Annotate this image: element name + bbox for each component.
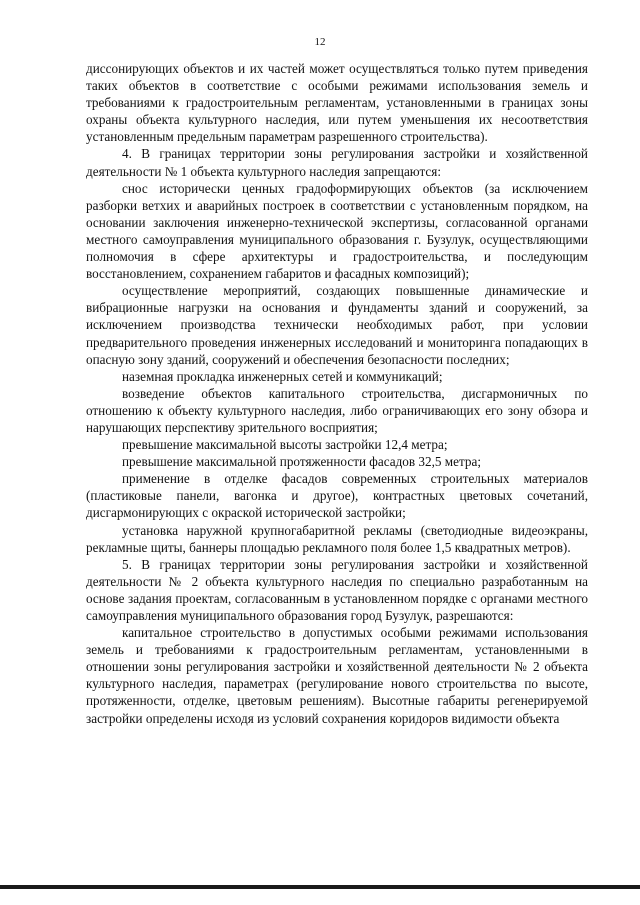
paragraph-1: диссонирующих объектов и их частей может осуществляться только путем приведения таких объектов в соответствие с особыми режимами использования земель и требованиями к градостроительным регламентам, установленными в границах зоны охраны объекта культурного наследия, или путем уменьшения их несоответствия установленным предельным параметрам разрешенного строительства). [86,61,588,145]
paragraph-11: 5. В границах территории зоны регулирования застройки и хозяйственной деятельности № 2 объекта культурного наследия по специально разработанным на основе задания проектам, согласованным в установленном порядке с органами местного самоуправления муниципального образования город Бузулук, разрешаются: [86,556,588,623]
paragraph-8: превышение максимальной протяженности фасадов 32,5 метра; [122,454,482,470]
paragraph-12: капитальное строительство в допустимых особыми режимами использования земель и требованиями к градостроительным регламентам, установленными в отношении зоны регулирования застройки и хозяйственной деятельности № 2 объекта культурного наследия, параметрах (регулирование нового строительства по высоте, протяженности, отделке, цветовым решениям). Высотные габариты регенерируемой застройки определены исходя из условий сохранения коридоров видимости объекта [86,625,588,726]
paragraph-6: возведение объектов капитального строительства, дисгармоничных по отношению к объекту культурного наследия, либо ограничивающих его зону обзора и нарушающих перспективу зрительного восприятия; [86,385,588,435]
page-number: 12 [314,36,326,48]
paragraph-5: наземная прокладка инженерных сетей и коммуникаций; [122,368,443,384]
paragraph-2: 4. В границах территории зоны регулирования застройки и хозяйственной деятельности № 1 объекта культурного наследия запрещаются: [86,146,588,179]
paragraph-4: осуществление мероприятий, создающих повышенные динамические и вибрационные нагрузки на основания и фундаменты зданий и сооружений, за исключением производства технически необходимых работ, при условии предварительного проведения инженерных исследований и мониторинга попадающих в опасную зону зданий, сооружений и обеспечения безопасности последних; [86,283,588,367]
paragraph-10: установка наружной крупногабаритной рекламы (светодиодные видеоэкраны, рекламные щиты, баннеры площадью рекламного поля более 1,5 квадратных метров). [86,522,588,555]
paragraph-3: снос исторически ценных градоформирующих объектов (за исключением разборки ветхих и аварийных построек в соответствии с установленным порядком, на основании заключения инженерно-технической экспертизы, согласованной органами местного самоуправления муниципального образования г. Бузулук, осуществляющими полномочия в сфере архитектуры и градостроительства, и последующим восстановлением, сохранением габаритов и фасадных композиций); [86,180,588,282]
paragraph-7: превышение максимальной высоты застройки 12,4 метра; [122,437,448,453]
document-body [86,60,588,727]
paragraph-9: применение в отделке фасадов современных строительных материалов (пластиковые панели, вагонка и другое), контрастных цветовых сочетаний, дисгармонирующих с окраской исторической застройки; [86,471,588,521]
bottom-border-line [0,885,640,889]
